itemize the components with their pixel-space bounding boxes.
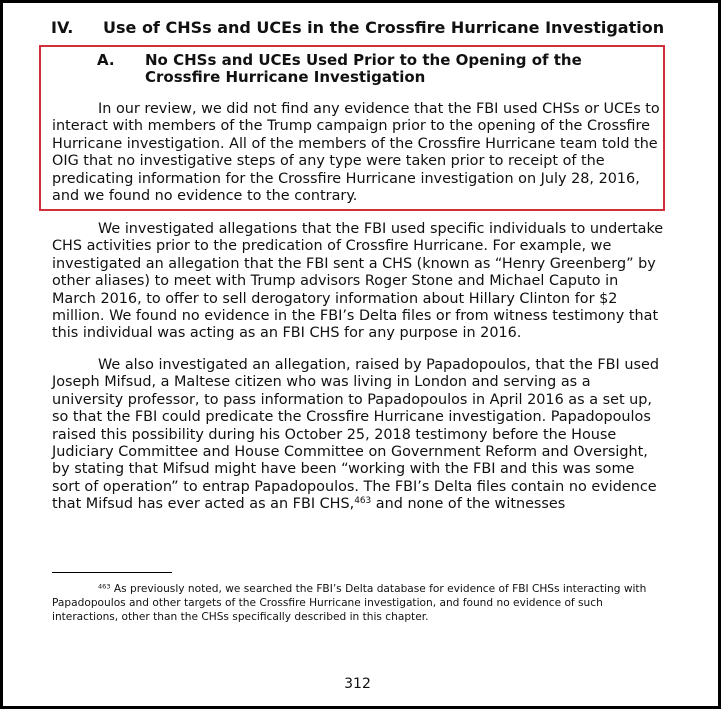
footnote-text: As previously noted, we searched the FBI’s Delta database for evidence of FBI CHSs interacting with Papadopoulos and other targets of the Crossfire Hurricane investigation, and found no evidence of such interactions, other than the CHSs specifically described in this chapter. [52,583,647,623]
paragraph-3-text: We also investigated an allegation, raised by Papadopoulos, that the FBI used Joseph Mifsud, a Maltese citizen who was living in London and serving as a university professor, to pass information to Papadopoulos in April 2016 as a set up, so that the FBI could predicate the Crossfire Hurricane investigation. Papadopoulos raised this possibility during his October 25, 2018 testimony before the House Judiciary Committee and House Committee on Government Reform and Oversight, by stating that Mifsud might have been “working with the FBI and this was some sort of operation” to entrap Papadopoulos. The FBI’s Delta files contain no evidence that Mifsud has ever acted as an FBI CHS, [52,357,659,513]
section-title: Use of CHSs and UCEs in the Crossfire Hurricane Investigation [103,18,665,37]
paragraph-1: In our review, we did not find any evidence that the FBI used CHSs or UCEs to interact with members of the Trump campaign prior to the opening of the Crossfire Hurricane investigation. All of the members of the Crossfire Hurricane team told the OIG that no investigative steps of any type were taken prior to receipt of the predicating information for the Crossfire Hurricane investigation on July 28, 2016, and we found no evidence to the contrary. [52,101,660,205]
paragraph-3-continuation: and none of the witnesses [371,496,566,513]
subsection-letter: A. [97,51,115,69]
footnote-463 [52,582,664,624]
footnote-reference-463[interactable]: 463 [354,496,372,507]
paragraph-2: We investigated allegations that the FBI used specific individuals to undertake CHS activities prior to the predication of Crossfire Hurricane. For example, we investigated an allegation that the FBI sent a CHS (known as “Henry Greenberg” by other aliases) to meet with Trump advisors Roger Stone and Michael Caputo in March 2016, to offer to sell derogatory information about Hillary Clinton for $2 million. We found no evidence in the FBI’s Delta files or from witness testimony that this individual was acting as an FBI CHS for any purpose in 2016. [52,221,664,342]
subsection-title: No CHSs and UCEs Used Prior to the Opening of the Crossfire Hurricane Investigation [145,51,582,86]
footnote-divider [52,572,172,573]
page-number: 312 [344,676,371,692]
paragraph-3 [52,357,666,514]
section-heading [51,18,691,38]
section-number: IV. [51,18,74,37]
footnote-number: 463 [98,582,111,591]
